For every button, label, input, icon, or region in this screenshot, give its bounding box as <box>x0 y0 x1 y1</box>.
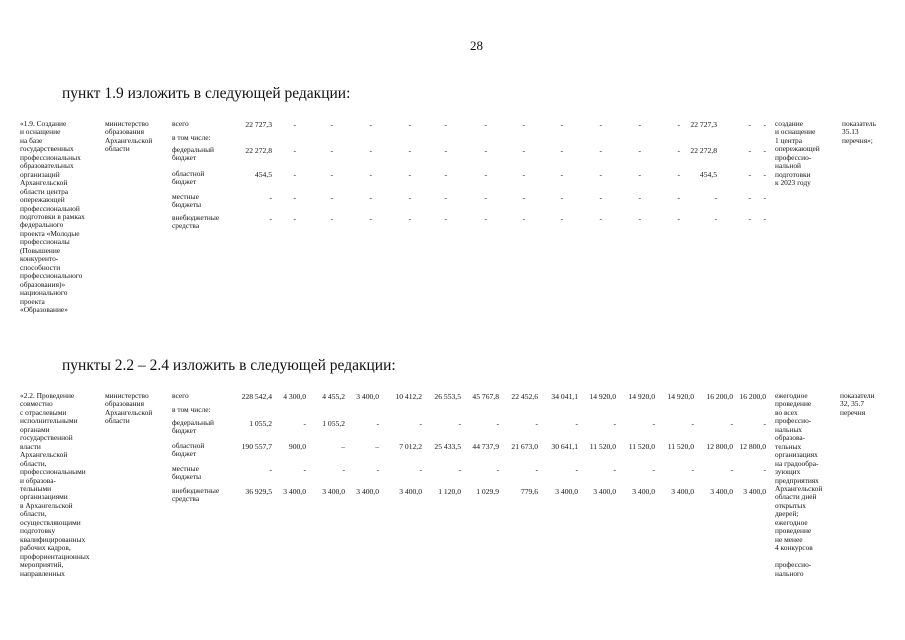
funding-cell: - <box>408 214 411 223</box>
funding-cell: - <box>652 419 655 428</box>
funding-cell: - <box>496 465 499 474</box>
funding-cell: 34 041,1 <box>551 392 578 401</box>
funding-cell: 45 767,8 <box>472 392 499 401</box>
funding-cell: 1 029,9 <box>476 487 499 496</box>
funding-cell: - <box>638 214 641 223</box>
funding-cell: - <box>444 214 447 223</box>
section-2-indicator: показатели 32, 35.7 перечня <box>840 391 875 417</box>
section-1-item-name: «1.9. Создание и оснащение на базе государственных профессиональных образовательных организаций Архангельской области центра опережающей профессиональной подготовки в рамках федерального проекта «Молодые профессионалы (Повышение конкуренто- способности профессионального образования)» национального проекта «Образование» <box>20 119 85 314</box>
funding-cell: 779,6 <box>520 487 538 496</box>
funding-cell: 30 641,1 <box>551 442 578 451</box>
funding-cell: - <box>677 146 680 155</box>
section-1-indicator: показатель 35.13 перечня»; <box>842 119 876 145</box>
funding-cell: 228 542,4 <box>241 392 272 401</box>
funding-cell: - <box>613 419 616 428</box>
section-2-source-federal: федеральный бюджет <box>172 418 214 436</box>
funding-cell: - <box>330 146 333 155</box>
funding-cell: - <box>560 193 563 202</box>
funding-cell: 11 520,0 <box>667 442 694 451</box>
section-2-expected-result: ежегодное проведение во всех профессио- нальных образова- тельных организациях на градообра- зующих предприятиях Архангельской области дней открытых дверей; ежегодное проведение не менее 4 конкурсов профессио- нального <box>775 391 823 578</box>
funding-cell: - <box>293 146 296 155</box>
funding-cell: 22 727,3 <box>245 120 272 129</box>
funding-cell: - <box>293 120 296 129</box>
funding-cell: 36 929,5 <box>245 487 272 496</box>
funding-cell: - <box>496 419 499 428</box>
funding-cell: – <box>375 442 379 451</box>
funding-cell: - <box>293 193 296 202</box>
funding-cell: 11 520,0 <box>628 442 655 451</box>
funding-cell: 454,5 <box>699 170 717 179</box>
funding-cell: 16 200,0 <box>706 392 733 401</box>
section-2-heading: пункты 2.2 – 2.4 изложить в следующей редакции: <box>62 357 396 374</box>
funding-cell: - <box>535 419 538 428</box>
section-2-source-extrabudget: внебюджетные средства <box>172 486 220 504</box>
funding-cell: - <box>714 193 717 202</box>
funding-cell: - <box>599 214 602 223</box>
funding-cell: - <box>748 214 751 223</box>
page-number: 28 <box>470 38 483 53</box>
section-2-source-total: всего <box>172 391 189 400</box>
section-1-expected-result: создание и оснащение 1 центра опережающей профессио- нальной подготовки к 2023 году <box>775 119 820 188</box>
section-1-executor: министерство образования Архангельской области <box>105 119 153 154</box>
section-1-source-extrabudget: внебюджетные средства <box>172 213 220 231</box>
funding-cell: - <box>330 120 333 129</box>
funding-cell: - <box>458 465 461 474</box>
funding-cell: 44 737,9 <box>472 442 499 451</box>
funding-cell: - <box>677 214 680 223</box>
funding-cell: - <box>560 120 563 129</box>
funding-cell: - <box>638 120 641 129</box>
funding-cell: - <box>522 120 525 129</box>
funding-cell: – <box>341 442 345 451</box>
funding-cell: - <box>522 146 525 155</box>
funding-cell: 4 300,0 <box>283 392 306 401</box>
funding-cell: - <box>535 465 538 474</box>
funding-cell: - <box>652 465 655 474</box>
funding-cell: 3 400,0 <box>632 487 655 496</box>
funding-cell: - <box>599 120 602 129</box>
funding-cell: 190 557,7 <box>241 442 272 451</box>
funding-cell: 7 012,2 <box>399 442 422 451</box>
funding-cell: 454,5 <box>254 170 272 179</box>
funding-cell: - <box>748 146 751 155</box>
section-2-source-including: в том числе: <box>172 405 211 414</box>
section-2-executor: министерство образования Архангельской области <box>105 391 153 426</box>
funding-cell: - <box>763 170 766 179</box>
funding-cell: - <box>293 214 296 223</box>
funding-cell: - <box>763 419 766 428</box>
funding-cell: 3 400,0 <box>710 487 733 496</box>
funding-cell: - <box>638 193 641 202</box>
funding-cell: 3 400,0 <box>399 487 422 496</box>
funding-cell: 21 673,0 <box>511 442 538 451</box>
funding-cell: - <box>522 214 525 223</box>
funding-cell: - <box>408 170 411 179</box>
funding-cell: 14 920,0 <box>667 392 694 401</box>
funding-cell: - <box>269 214 272 223</box>
funding-cell: - <box>369 193 372 202</box>
funding-cell: 12 800,0 <box>706 442 733 451</box>
funding-cell: - <box>269 465 272 474</box>
funding-cell: - <box>484 120 487 129</box>
funding-cell: - <box>419 465 422 474</box>
funding-cell: - <box>408 120 411 129</box>
funding-cell: - <box>763 146 766 155</box>
funding-cell: - <box>269 193 272 202</box>
funding-cell: 1 055,2 <box>322 419 345 428</box>
funding-cell: - <box>342 465 345 474</box>
funding-cell: 25 433,5 <box>434 442 461 451</box>
section-1-source-including: в том числе: <box>172 133 211 142</box>
section-2-source-local: местные бюджеты <box>172 464 202 482</box>
funding-cell: - <box>419 419 422 428</box>
funding-cell: - <box>691 419 694 428</box>
funding-cell: - <box>458 419 461 428</box>
funding-cell: - <box>677 170 680 179</box>
funding-cell: 3 400,0 <box>322 487 345 496</box>
funding-cell: - <box>691 465 694 474</box>
funding-cell: - <box>560 170 563 179</box>
funding-cell: 26 553,5 <box>434 392 461 401</box>
funding-cell: - <box>748 170 751 179</box>
funding-cell: - <box>484 193 487 202</box>
funding-cell: - <box>748 120 751 129</box>
funding-cell: 10 412,2 <box>395 392 422 401</box>
section-1-source-federal: федеральный бюджет <box>172 145 214 163</box>
funding-cell: - <box>748 193 751 202</box>
section-2-source-regional: областной бюджет <box>172 441 205 459</box>
funding-cell: 3 400,0 <box>743 487 766 496</box>
section-1-source-local: местные бюджеты <box>172 192 202 210</box>
funding-cell: - <box>714 214 717 223</box>
funding-cell: - <box>575 419 578 428</box>
funding-cell: - <box>484 214 487 223</box>
funding-cell: - <box>763 465 766 474</box>
funding-cell: - <box>330 214 333 223</box>
funding-cell: 22 727,3 <box>690 120 717 129</box>
funding-cell: 3 400,0 <box>593 487 616 496</box>
funding-cell: 22 452,6 <box>511 392 538 401</box>
funding-cell: 3 400,0 <box>356 487 379 496</box>
funding-cell: - <box>763 193 766 202</box>
funding-cell: 900,0 <box>288 442 306 451</box>
funding-cell: - <box>730 419 733 428</box>
funding-cell: - <box>369 120 372 129</box>
funding-cell: 3 400,0 <box>671 487 694 496</box>
funding-cell: - <box>484 146 487 155</box>
funding-cell: - <box>303 419 306 428</box>
funding-cell: - <box>560 146 563 155</box>
funding-cell: - <box>484 170 487 179</box>
funding-cell: - <box>730 465 733 474</box>
funding-cell: - <box>408 193 411 202</box>
funding-cell: 3 400,0 <box>283 487 306 496</box>
funding-cell: - <box>444 120 447 129</box>
funding-cell: 16 200,0 <box>739 392 766 401</box>
funding-cell: - <box>522 170 525 179</box>
funding-cell: - <box>677 120 680 129</box>
section-1-source-regional: областной бюджет <box>172 169 205 187</box>
funding-cell: 3 400,0 <box>555 487 578 496</box>
funding-cell: 14 920,0 <box>628 392 655 401</box>
funding-cell: - <box>444 170 447 179</box>
funding-cell: - <box>613 465 616 474</box>
funding-cell: 14 920,0 <box>589 392 616 401</box>
funding-cell: - <box>763 120 766 129</box>
funding-cell: - <box>677 193 680 202</box>
section-1-source-total: всего <box>172 119 189 128</box>
funding-cell: 1 055,2 <box>249 419 272 428</box>
funding-cell: 11 520,0 <box>589 442 616 451</box>
funding-cell: 1 120,0 <box>438 487 461 496</box>
funding-cell: 3 400,0 <box>356 392 379 401</box>
funding-cell: - <box>560 214 563 223</box>
funding-cell: - <box>522 193 525 202</box>
funding-cell: - <box>330 193 333 202</box>
funding-cell: 12 800,0 <box>739 442 766 451</box>
funding-cell: - <box>763 214 766 223</box>
funding-cell: - <box>599 170 602 179</box>
funding-cell: - <box>376 419 379 428</box>
funding-cell: - <box>575 465 578 474</box>
funding-cell: - <box>444 146 447 155</box>
funding-cell: - <box>293 170 296 179</box>
funding-cell: - <box>369 146 372 155</box>
funding-cell: 22 272,8 <box>690 146 717 155</box>
funding-cell: - <box>369 214 372 223</box>
funding-cell: - <box>303 465 306 474</box>
funding-cell: - <box>599 193 602 202</box>
funding-cell: - <box>444 193 447 202</box>
funding-cell: - <box>638 170 641 179</box>
funding-cell: - <box>408 146 411 155</box>
funding-cell: 22 272,8 <box>245 146 272 155</box>
funding-cell: 4 455,2 <box>322 392 345 401</box>
funding-cell: - <box>638 146 641 155</box>
funding-cell: - <box>369 170 372 179</box>
section-1-heading: пункт 1.9 изложить в следующей редакции: <box>62 85 351 102</box>
funding-cell: - <box>330 170 333 179</box>
funding-cell: - <box>376 465 379 474</box>
funding-cell: - <box>599 146 602 155</box>
section-2-item-name: «2.2. Проведение совместно с отраслевыми исполнительными органами государственной власти Архангельской области, профессиональными и образова- тельными организациями в Архангельской области, осуществляющими подготовку квалифицированных рабочих кадров, профориентационных мероприятий, направленных <box>20 391 90 578</box>
